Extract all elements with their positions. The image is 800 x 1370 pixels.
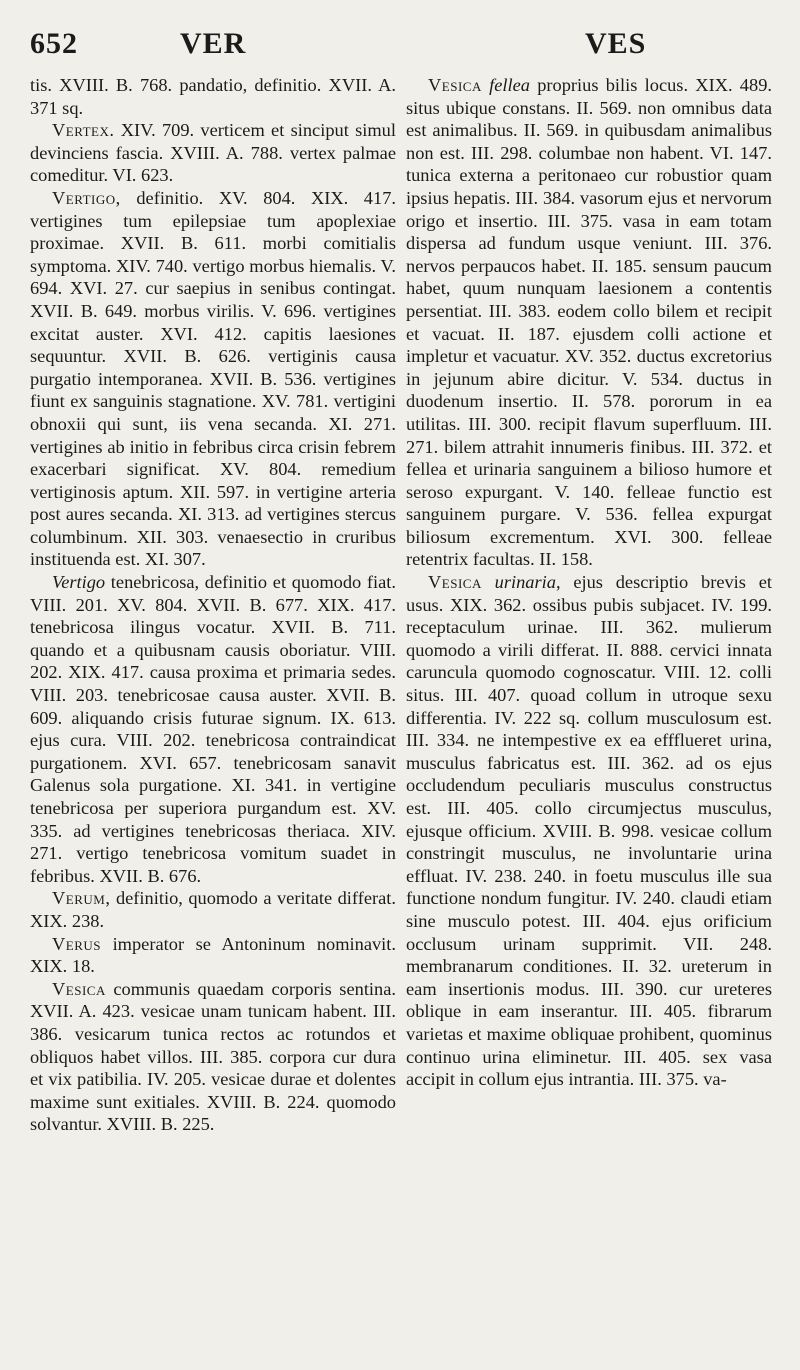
index-entry [30,119,396,187]
index-entry [30,187,396,571]
right-headword: VES [585,27,647,60]
running-header [30,22,776,66]
index-entry [30,571,396,887]
entry-text: proprius bilis locus. XIX. 489. situs ubique constans. II. 569. non omnibus data est animalibus. II. 569. in quibusdam animalibus non est. III. 298. columbae non habent. VI. 147. tunica externa a peritonaeo cur robustior quam ipsius hepatis. III. 384. vasorum ejus et nervorum origo et insertio. III. 375. vasa in eam totam dispersa ad fundum usque veniunt. III. 376. nervos perpaucos habet. II. 185. sensum paucum habet, quum nunquam laesionem a contentis persentiat. III. 383. eodem collo bilem et recipit et vacuat. II. 187. ejusdem colli actione et impletur et vacuatur. XV. 352. ductus excretorius in jejunum abire dicitur. V. 534. ductus in duodenum insertio. II. 578. pororum in ea utilitas. III. 300. recipit flavum superfluum. III. 271. bilem attrahit innumeris finibus. III. 372. et fellea et urinaria sanguinem a bilioso humore et seroso expurgant. V. 140. felleae functio est sanguinem purgare. V. 536. fellea expurgat biliosum excrementum. XVI. 300. felleae retentrix facultas. II. 158. [406,75,772,570]
index-entry [406,571,772,1091]
index-entry [30,74,396,119]
column-divider [400,74,401,1364]
right-column [406,74,772,1091]
entry-text: , ejus descriptio brevis et usus. XIX. 362. ossibus pubis subjacet. IV. 199. receptaculum urinae. III. 362. mulierum quomodo a virili differat. II. 888. cervici innata caruncula quomodo cognoscatur. VIII. 12. colli situs. III. 407. quoad collum in utroque sexu differentia. IV. 222 sq. collum musculosum est. III. 334. ne intempestive ex ea effflueret urina, musculus fabricatus est. III. 362. ad os ejus occludendum peculiaris musculus constructus est. III. 405. collo circumjectus musculus, ejusque officium. XVIII. B. 998. vesicae collum constringit musculus, ne involuntarie urina effluat. IV. 238. 240. in foetu musculus ille sua functione nondum fungitur. IV. 240. claudi etiam sine musculo potest. III. 404. ejus orificium occlusum urinam supprimit. VII. 248. membranarum conditiones. II. 32. ureterum in eam insertionis modus. III. 390. cur ureteres oblique in eam inserantur. III. 405. fibrarum varietas et maxime obliquae prohibent, quominus continuo urina eliminetur. III. 405. sex vasa accipit in collum ejus intrantia. III. 375. va- [406,572,772,1090]
index-entry [30,978,396,1136]
entry-text: imperator se Antoninum nominavit. XIX. 18. [30,933,396,977]
text-columns [30,74,776,1370]
entry-lemma: Vertigo [52,572,106,593]
entry-lemma: Verum, [52,888,111,909]
entry-text: communis quaedam corporis sentina. XVII. A. 423. vesicae unam tunicam habent. III. 386. vesicarum tunica rectos ac rotundos et obliquos habet villos. III. 385. corpora cur dura et vix patibilia. IV. 205. vesicae durae et dolentes maxime sunt exitiales. XVIII. B. 224. quomodo solvantur. XVIII. B. 225. [30,978,396,1135]
entry-lemma: Vesica [428,572,482,593]
left-column [30,74,396,1136]
entry-lemma: Vertex. [52,120,115,141]
entry-lemma: Vesica [428,75,482,95]
entry-lemma: Verus [52,933,102,954]
entry-text: tis. XVIII. B. 768. pandatio, definitio. XVII. A. 371 sq. [30,75,396,118]
entry-text: definitio, quomodo a veritate differat. XIX. 238. [30,888,396,931]
entry-lemma: Vesica [52,978,106,999]
entry-lemma: Vertigo, [52,187,121,208]
entry-sublemma: fellea [489,75,530,95]
entry-text: XIV. 709. verticem et sinciput simul devinciens fascia. XVIII. A. 788. vertex palmae comeditur. VI. 623. [30,120,396,186]
left-headword: VER [180,27,247,60]
page-number: 652 [30,27,78,60]
entry-text: definitio. XV. 804. XIX. 417. vertigines tum epilepsiae tum apoplexiae proximae. XVII. B. 611. morbi comitialis symptoma. XIV. 740. vertigo morbus hiemalis. V. 694. XVI. 27. cur saepius in senibus contingat. XVII. B. 649. morbus virilis. V. 696. vertigines excitat auster. XVI. 412. capitis laesiones sequuntur. XVII. B. 626. vertiginis causa purgatio intemporanea. XVII. B. 536. vertigines fiunt ex sanguinis stagnatione. XV. 781. vertigini obnoxii qui sunt, iis vena secanda. XI. 271. vertigines ab initio in febribus circa crisin febrem exacerbari significat. XV. 804. remedium vertiginosis aptum. XII. 597. in vertigine arteria post aures secanda. XI. 313. ad vertigines stercus columbinum. XII. 303. venaesectio in cruribus instituenda est. XI. 307. [30,187,396,570]
entry-sublemma: urinaria [494,572,556,593]
index-entry [30,887,396,932]
entry-text: tenebricosa, definitio et quomodo fiat. VIII. 201. XV. 804. XVII. B. 677. XIX. 417. tenebricosa ilingus vocatur. XVII. B. 711. quando et a quibusnam causis oboriatur. VIII. 202. XIX. 417. causa proxima et primaria sedes. VIII. 203. tenebricosae causa auster. XVII. B. 609. aliquando crisis futurae signum. IX. 613. ejus cura. VIII. 202. tenebricosa contraindicat purgationem. XVI. 657. tenebricosam sanavit Galenus sola purgatione. XI. 341. in vertigine tenebricosa per superiora purgandum est. XV. 335. ad vertigines tenebricosas theriaca. XIV. 271. vertigo tenebricosa vomitum suadet in febribus. XVII. B. 676. [30,572,396,886]
index-entry [406,74,772,571]
index-entry [30,933,396,978]
